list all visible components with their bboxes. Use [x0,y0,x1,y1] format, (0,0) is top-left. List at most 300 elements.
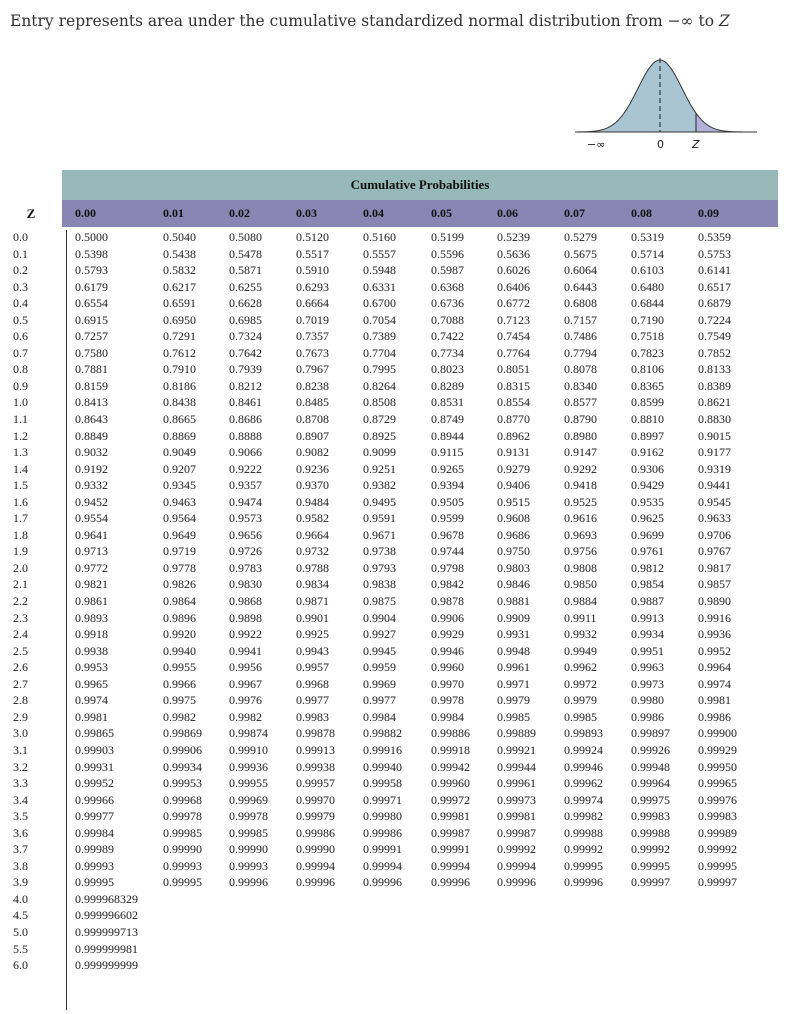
probability-cell: 0.99906 [163,742,202,757]
probability-cell: 0.99910 [229,742,268,757]
probability-cell: 0.9441 [698,478,731,493]
probability-cell: 0.9979 [497,693,530,708]
table-row [0,643,800,660]
probability-cell: 0.7190 [631,312,664,327]
probability-cell: 0.999999713 [75,924,138,939]
probability-cell: 0.99975 [631,792,670,807]
probability-cell: 0.9934 [631,627,664,642]
probability-cell: 0.9977 [296,693,329,708]
z-value-cell: 0.9 [13,378,28,393]
probability-cell: 0.9961 [497,660,530,675]
z-value-cell: 3.4 [13,792,28,807]
probability-cell: 0.9463 [163,494,196,509]
probability-cell: 0.8508 [363,395,396,410]
probability-cell: 0.5910 [296,263,329,278]
probability-cell: 0.8749 [431,412,464,427]
probability-cell: 0.9984 [431,709,464,724]
table-row [0,494,800,511]
probability-cell: 0.9974 [75,693,108,708]
probability-cell: 0.9974 [698,676,731,691]
probability-cell: 0.99869 [163,726,202,741]
probability-cell: 0.99992 [698,842,737,857]
probability-cell: 0.9986 [631,709,664,724]
probability-cell: 0.9857 [698,577,731,592]
table-row [0,428,800,445]
probability-cell: 0.99971 [363,792,402,807]
probability-cell: 0.9686 [497,527,530,542]
probability-cell: 0.9793 [363,560,396,575]
caption-z: Z [719,12,730,30]
probability-cell: 0.8810 [631,412,664,427]
table-row [0,378,800,395]
probability-cell: 0.9965 [75,676,108,691]
probability-cell: 0.9573 [229,511,262,526]
probability-cell: 0.9966 [163,676,196,691]
probability-cell: 0.9082 [296,445,329,460]
probability-cell: 0.9868 [229,594,262,609]
curve-z-label: Z [692,138,700,151]
probability-cell: 0.9641 [75,527,108,542]
caption-to: to [693,12,719,30]
probability-cell: 0.9922 [229,627,262,642]
probability-cell: 0.99970 [296,792,335,807]
probability-cell: 0.9236 [296,461,329,476]
probability-cell: 0.8023 [431,362,464,377]
probability-cell: 0.6985 [229,312,262,327]
probability-cell: 0.9953 [75,660,108,675]
probability-cell: 0.6064 [564,263,597,278]
probability-cell: 0.9911 [564,610,597,625]
probability-cell: 0.9890 [698,594,731,609]
probability-cell: 0.9515 [497,494,530,509]
probability-cell: 0.9943 [296,643,329,658]
probability-cell: 0.9972 [564,676,597,691]
probability-cell: 0.7019 [296,312,329,327]
probability-cell: 0.99995 [631,858,670,873]
table-row [0,345,800,362]
probability-cell: 0.99913 [296,742,335,757]
probability-cell: 0.9983 [296,709,329,724]
table-row [0,808,800,825]
probability-cell: 0.9969 [363,676,396,691]
probability-cell: 0.7224 [698,312,731,327]
probability-cell: 0.99878 [296,726,335,741]
probability-cell: 0.9495 [363,494,396,509]
probability-cell: 0.9505 [431,494,464,509]
probability-cell: 0.8830 [698,412,731,427]
table-caption [10,12,730,30]
table-row [0,692,800,709]
probability-cell: 0.7422 [431,329,464,344]
probability-cell: 0.7518 [631,329,664,344]
probability-cell: 0.9744 [431,544,464,559]
probability-cell: 0.9955 [163,660,196,675]
probability-cell: 0.99990 [296,842,335,857]
probability-cell: 0.99988 [564,825,603,840]
probability-cell: 0.9962 [564,660,597,675]
table-row [0,262,800,279]
probability-cell: 0.9664 [296,527,329,542]
probability-cell: 0.7612 [163,345,196,360]
probability-cell: 0.99938 [296,759,335,774]
column-header-row [62,200,778,227]
probability-cell: 0.9608 [497,511,530,526]
table-row [0,725,800,742]
probability-cell: 0.9968 [296,676,329,691]
z-value-cell: 2.9 [13,709,28,724]
probability-cell: 0.9788 [296,560,329,575]
probability-cell: 0.9946 [431,643,464,658]
probability-cell: 0.8708 [296,412,329,427]
probability-cell: 0.6879 [698,296,731,311]
probability-cell: 0.6255 [229,279,262,294]
probability-cell: 0.99992 [564,842,603,857]
probability-cell: 0.99889 [497,726,536,741]
probability-cell: 0.9099 [363,445,396,460]
probability-cell: 0.99950 [698,759,737,774]
probability-cell: 0.9738 [363,544,396,559]
probability-cell: 0.9265 [431,461,464,476]
table-row [0,477,800,494]
probability-cell: 0.5000 [75,230,108,244]
probability-cell: 0.99964 [631,776,670,791]
probability-cell: 0.99874 [229,726,268,741]
probability-cell: 0.9625 [631,511,664,526]
probability-cell: 0.8389 [698,378,731,393]
probability-cell: 0.99926 [631,742,670,757]
probability-cell: 0.9982 [229,709,262,724]
probability-cell: 0.99984 [75,825,114,840]
probability-cell: 0.99997 [631,875,670,890]
probability-cell: 0.9846 [497,577,530,592]
probability-cell: 0.99987 [497,825,536,840]
probability-cell: 0.99934 [163,759,202,774]
probability-cell: 0.9332 [75,478,108,493]
probability-cell: 0.99965 [698,776,737,791]
probability-cell: 0.7967 [296,362,329,377]
table-row [0,411,800,428]
probability-cell: 0.99996 [296,875,335,890]
table-row [0,941,800,958]
probability-cell: 0.9292 [564,461,597,476]
probability-cell: 0.9656 [229,527,262,542]
column-header-0-03: 0.03 [296,206,317,220]
probability-cell: 0.99997 [698,875,737,890]
probability-cell: 0.99940 [363,759,402,774]
probability-cell: 0.6368 [431,279,464,294]
probability-cell: 0.9834 [296,577,329,592]
probability-cell: 0.8413 [75,395,108,410]
probability-cell: 0.7881 [75,362,108,377]
probability-cell: 0.9957 [296,660,329,675]
probability-cell: 0.5948 [363,263,396,278]
table-row [0,775,800,792]
table-row [0,444,800,461]
probability-cell: 0.9952 [698,643,731,658]
z-value-cell: 0.2 [13,263,28,278]
probability-cell: 0.9976 [229,693,262,708]
probability-cell: 0.99995 [698,858,737,873]
probability-cell: 0.8997 [631,428,664,443]
probability-cell: 0.7764 [497,345,530,360]
probability-cell: 0.9949 [564,643,597,658]
probability-cell: 0.8106 [631,362,664,377]
probability-cell: 0.5279 [564,230,597,244]
probability-cell: 0.7157 [564,312,597,327]
probability-cell: 0.9838 [363,577,396,592]
z-value-cell: 0.4 [13,296,28,311]
z-value-cell: 2.4 [13,627,28,642]
probability-cell: 0.9842 [431,577,464,592]
probability-cell: 0.9345 [163,478,196,493]
probability-cell: 0.8133 [698,362,731,377]
probability-cell: 0.9772 [75,560,108,575]
table-row [0,759,800,776]
probability-cell: 0.9920 [163,627,196,642]
z-value-cell: 3.0 [13,726,28,741]
probability-cell: 0.99977 [75,809,114,824]
probability-cell: 0.9854 [631,577,664,592]
probability-cell: 0.7910 [163,362,196,377]
probability-cell: 0.9871 [296,594,329,609]
probability-cell: 0.9963 [631,660,664,675]
z-value-cell: 0.7 [13,345,28,360]
z-value-cell: 0.3 [13,279,28,294]
z-value-cell: 2.1 [13,577,28,592]
probability-cell: 0.99961 [497,776,536,791]
probability-cell: 0.6517 [698,279,731,294]
probability-cell: 0.99996 [229,875,268,890]
probability-cell: 0.5987 [431,263,464,278]
probability-cell: 0.5636 [497,246,530,261]
probability-cell: 0.999999981 [75,941,138,956]
probability-cell: 0.99995 [163,875,202,890]
probability-cell: 0.8907 [296,428,329,443]
probability-cell: 0.9951 [631,643,664,658]
probability-cell: 0.9884 [564,594,597,609]
probability-cell: 0.9032 [75,445,108,460]
probability-cell: 0.8078 [564,362,597,377]
probability-cell: 0.6443 [564,279,597,294]
probability-cell: 0.5319 [631,230,664,244]
probability-cell: 0.9981 [698,693,731,708]
probability-cell: 0.9015 [698,428,731,443]
probability-cell: 0.9761 [631,544,664,559]
probability-cell: 0.99903 [75,742,114,757]
probability-cell: 0.8461 [229,395,262,410]
column-header-0-08: 0.08 [631,206,652,220]
probability-cell: 0.6179 [75,279,108,294]
probability-cell: 0.99994 [296,858,335,873]
probability-cell: 0.6591 [163,296,196,311]
probability-cell: 0.99952 [75,776,114,791]
probability-cell: 0.99976 [698,792,737,807]
probability-cell: 0.8770 [497,412,530,427]
probability-cell: 0.9535 [631,494,664,509]
curve-shaded-area [575,60,696,132]
probability-cell: 0.9798 [431,560,464,575]
probability-cell: 0.99980 [363,809,402,824]
probability-cell: 0.5753 [698,246,731,261]
probability-cell: 0.99924 [564,742,603,757]
probability-cell: 0.9975 [163,693,196,708]
probability-cell: 0.9945 [363,643,396,658]
probability-cell: 0.8212 [229,378,262,393]
probability-cell: 0.7257 [75,329,108,344]
probability-cell: 0.9726 [229,544,262,559]
probability-cell: 0.9980 [631,693,664,708]
probability-cell: 0.9706 [698,527,731,542]
probability-cell: 0.99972 [431,792,470,807]
probability-cell: 0.9904 [363,610,396,625]
probability-cell: 0.9357 [229,478,262,493]
probability-cell: 0.5438 [163,246,196,261]
probability-cell: 0.8621 [698,395,731,410]
curve-tail-area [696,113,757,132]
probability-cell: 0.99882 [363,726,402,741]
z-value-cell: 3.3 [13,776,28,791]
probability-cell: 0.9830 [229,577,262,592]
probability-cell: 0.9812 [631,560,664,575]
probability-cell: 0.99981 [497,809,536,824]
probability-cell: 0.8365 [631,378,664,393]
probability-cell: 0.6480 [631,279,664,294]
probability-cell: 0.6950 [163,312,196,327]
probability-cell: 0.99916 [363,742,402,757]
probability-cell: 0.9826 [163,577,196,592]
probability-cell: 0.99865 [75,726,114,741]
table-body [0,229,800,974]
z-value-cell: 3.8 [13,858,28,873]
probability-cell: 0.9940 [163,643,196,658]
probability-cell: 0.9222 [229,461,262,476]
probability-cell: 0.99958 [363,776,402,791]
probability-cell: 0.5675 [564,246,597,261]
probability-cell: 0.8849 [75,428,108,443]
probability-cell: 0.99978 [163,809,202,824]
probability-cell: 0.8186 [163,378,196,393]
probability-cell: 0.6217 [163,279,196,294]
z-value-cell: 0.5 [13,312,28,327]
z-value-cell: 2.7 [13,676,28,691]
table-row [0,626,800,643]
z-value-cell: 1.4 [13,461,28,476]
probability-cell: 0.9925 [296,627,329,642]
probability-cell: 0.7389 [363,329,396,344]
column-header-0-04: 0.04 [363,206,384,220]
probability-cell: 0.9678 [431,527,464,542]
probability-cell: 0.5160 [363,230,396,244]
probability-cell: 0.9719 [163,544,196,559]
probability-cell: 0.99982 [564,809,603,824]
probability-cell: 0.8790 [564,412,597,427]
probability-cell: 0.9985 [497,709,530,724]
probability-cell: 0.9970 [431,676,464,691]
probability-cell: 0.8051 [497,362,530,377]
probability-cell: 0.99979 [296,809,335,824]
probability-cell: 0.7291 [163,329,196,344]
probability-cell: 0.9783 [229,560,262,575]
probability-cell: 0.9971 [497,676,530,691]
probability-cell: 0.6554 [75,296,108,311]
probability-cell: 0.5714 [631,246,664,261]
probability-cell: 0.8944 [431,428,464,443]
probability-cell: 0.8289 [431,378,464,393]
probability-cell: 0.7734 [431,345,464,360]
probability-cell: 0.99886 [431,726,470,741]
z-value-cell: 3.2 [13,759,28,774]
probability-cell: 0.6331 [363,279,396,294]
probability-cell: 0.8340 [564,378,597,393]
probability-cell: 0.99996 [431,875,470,890]
probability-cell: 0.9251 [363,461,396,476]
table-row [0,461,800,478]
probability-cell: 0.7823 [631,345,664,360]
probability-cell: 0.99990 [163,842,202,857]
probability-cell: 0.9591 [363,511,396,526]
probability-cell: 0.9898 [229,610,262,625]
probability-cell: 0.5199 [431,230,464,244]
probability-cell: 0.8888 [229,428,262,443]
probability-cell: 0.7486 [564,329,597,344]
probability-cell: 0.9906 [431,610,464,625]
probability-cell: 0.9192 [75,461,108,476]
probability-cell: 0.7549 [698,329,731,344]
probability-cell: 0.9370 [296,478,329,493]
table-row [0,279,800,296]
probability-cell: 0.9394 [431,478,464,493]
probability-cell: 0.9633 [698,511,731,526]
probability-cell: 0.9978 [431,693,464,708]
probability-cell: 0.9207 [163,461,196,476]
z-value-cell: 5.0 [13,924,28,939]
probability-cell: 0.7054 [363,312,396,327]
probability-cell: 0.9671 [363,527,396,542]
probability-cell: 0.7939 [229,362,262,377]
probability-cell: 0.999968329 [75,891,138,906]
probability-cell: 0.99992 [631,842,670,857]
column-header-0-07: 0.07 [564,206,585,220]
probability-cell: 0.9861 [75,594,108,609]
probability-cell: 0.6664 [296,296,329,311]
z-value-cell: 3.9 [13,875,28,890]
probability-cell: 0.99994 [431,858,470,873]
probability-cell: 0.7852 [698,345,731,360]
probability-cell: 0.9931 [497,627,530,642]
z-value-cell: 1.2 [13,428,28,443]
probability-cell: 0.6026 [497,263,530,278]
probability-cell: 0.9936 [698,627,731,642]
probability-cell: 0.7123 [497,312,530,327]
table-row [0,841,800,858]
probability-cell: 0.6915 [75,312,108,327]
table-row [0,295,800,312]
probability-cell: 0.7673 [296,345,329,360]
probability-cell: 0.9864 [163,594,196,609]
probability-cell: 0.99993 [229,858,268,873]
probability-cell: 0.6103 [631,263,664,278]
probability-cell: 0.9756 [564,544,597,559]
probability-cell: 0.99946 [564,759,603,774]
probability-cell: 0.6808 [564,296,597,311]
probability-cell: 0.99981 [431,809,470,824]
probability-cell: 0.9875 [363,594,396,609]
z-value-cell: 2.0 [13,560,28,575]
probability-cell: 0.8869 [163,428,196,443]
probability-cell: 0.5793 [75,263,108,278]
probability-cell: 0.9616 [564,511,597,526]
probability-cell: 0.99996 [564,875,603,890]
